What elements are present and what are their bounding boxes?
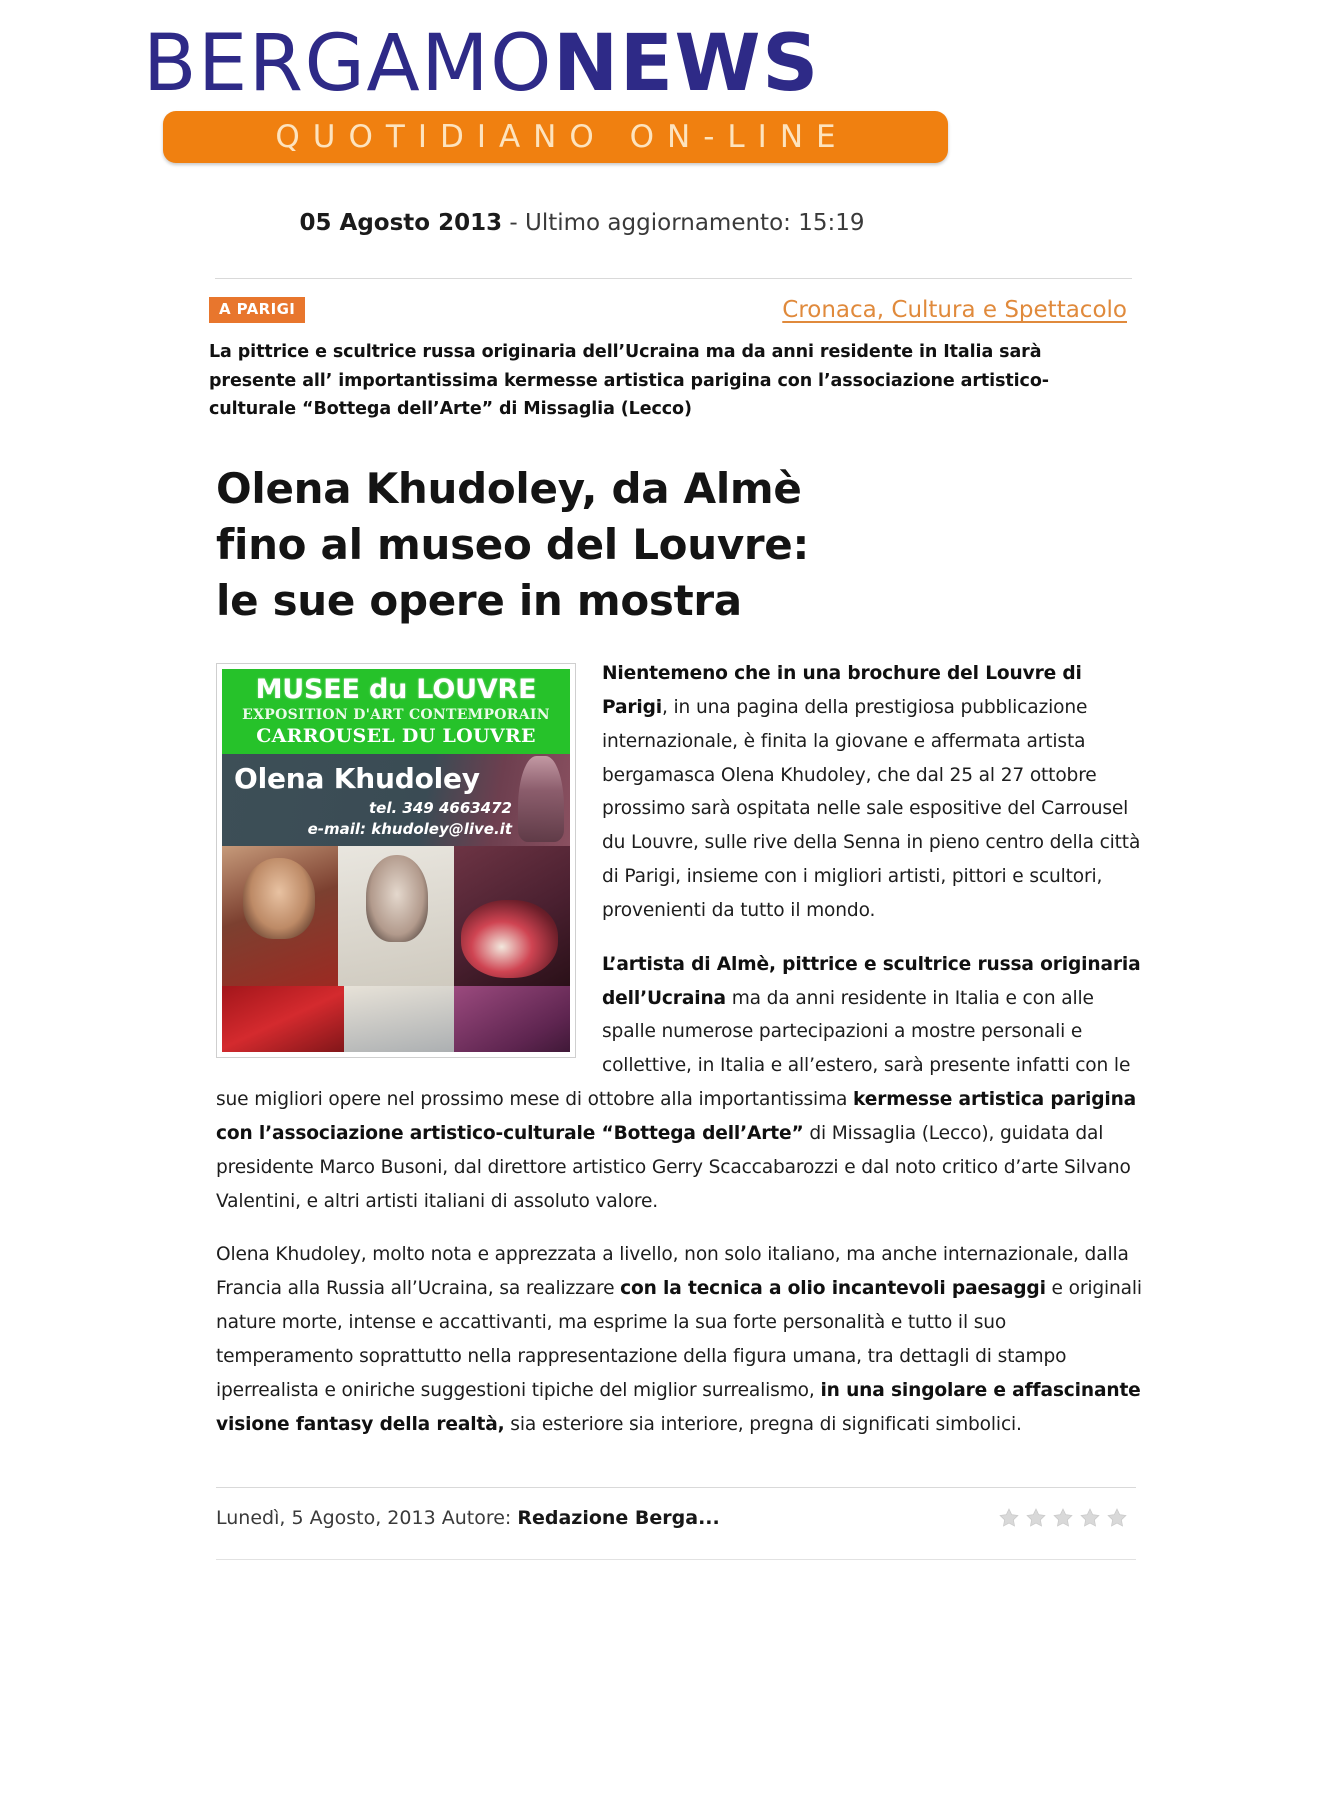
paragraph-3-bold-b: in una singolare e affascinante visione fantasy della realtà,: [216, 1379, 1141, 1435]
poster-subtitle-carrousel: CARROUSEL DU LOUVRE: [256, 725, 536, 748]
site-logo[interactable]: [143, 19, 1336, 109]
paragraph-3-text-a: Olena Khudoley, molto nota e apprezzata a livello, non solo italiano, ma anche internazionale, dalla Francia alla Russia all’Ucraina, sa realizzare: [216, 1244, 1129, 1300]
divider-top: [215, 278, 1132, 279]
headline-line-2: fino al museo del Louvre:: [216, 520, 809, 570]
paragraph-2-text-a: ma da anni residente in Italia e con alle spalle numerose partecipazioni a mostre personali e collettive, in Italia e all’estero, sarà presente infatti con le sue migliori opere nel prossimo mese di ottobre alla importantissima: [216, 987, 1131, 1111]
star-icon[interactable]: [1106, 1507, 1128, 1529]
paragraph-3-text-c: sia esteriore sia interiore, pregna di significati simbolici.: [504, 1413, 1022, 1435]
poster-photo-red-artwork: [222, 986, 344, 1052]
site-masthead: [0, 0, 1336, 163]
poster-photo-painting-portrait: [338, 846, 454, 986]
article-footer: [216, 1507, 1136, 1529]
logo-tagline-bar: [163, 111, 948, 163]
article-paragraph-3: [216, 1238, 1146, 1441]
paragraph-2-text-b: di Missaglia (Lecco), guidata dal presidente Marco Busoni, dal direttore artistico Gerry Scaccabarozzi e dal noto critico d’arte Silvano Valentini, e altri artisti italiani di assoluto valore.: [216, 1122, 1131, 1212]
rating-stars[interactable]: [998, 1507, 1136, 1529]
poster-photo-figure: [454, 986, 570, 1052]
poster-artist-band: [222, 754, 570, 846]
star-icon[interactable]: [1025, 1507, 1047, 1529]
dateline-date: 05 Agosto 2013: [299, 210, 503, 237]
decorative-carafe-icon: [518, 756, 564, 842]
article-content: [198, 278, 1142, 1560]
article-body: [216, 657, 1146, 1441]
logo-tagline-text: QUOTIDIANO ON-LINE: [275, 119, 849, 156]
paragraph-2-bold-a: L’artista di Almè, pittrice e scultrice russa originaria dell’Ucraina: [602, 953, 1141, 1009]
section-category-link[interactable]: Cronaca, Cultura e Spettacolo: [782, 297, 1127, 324]
paragraph-1-text: , in una pagina della prestigiosa pubblicazione internazionale, è finita la giovane e affermata artista bergamasca Olena Khudoley, che dal 25 al 27 ottobre prossimo sarà ospitata nelle sale espositive del Carrousel du Louvre, sulle rive della Senna in pieno centro della città di Parigi, insieme con i migliori artisti, pittori e scultori, provenienti da tutto il mondo.: [602, 697, 1141, 921]
paragraph-3-text-b: e originali nature morte, intense e accattivanti, ma esprime la sua forte personalità e tutto il suo temperamento soprattutto nella rappresentazione della figura umana, tra dettagli di stampo iperrealista e oniriche suggestioni tipiche del miglior surrealismo,: [216, 1278, 1142, 1401]
poster-photo-row-top: [222, 846, 570, 986]
star-icon[interactable]: [998, 1507, 1020, 1529]
exhibition-poster-image[interactable]: [216, 663, 576, 1058]
paragraph-2-bold-b: kermesse artistica parigina con l’associazione artistico-culturale “Bottega dell’Arte”: [216, 1089, 1137, 1144]
poster-photo-row-bottom: [222, 986, 570, 1052]
poster-subtitle-exposition: EXPOSITION D'ART CONTEMPORAIN: [242, 707, 550, 724]
headline-line-3: le sue opere in mostra: [216, 576, 742, 626]
dateline-last-update: Ultimo aggiornamento: 15:19: [525, 210, 865, 237]
article-headline: [216, 461, 1138, 629]
poster-inner: [222, 669, 570, 1052]
dateline: [0, 210, 1336, 236]
poster-photo-artist-portrait: [222, 846, 338, 986]
divider-footer: [216, 1487, 1136, 1488]
poster-photo-still-life: [454, 846, 570, 986]
article-byline: [216, 1507, 720, 1529]
paragraph-1-lead-bold: Nientemeno che in una brochure del Louvre di Parigi: [602, 663, 1082, 718]
star-icon[interactable]: [1079, 1507, 1101, 1529]
byline-author-name[interactable]: Redazione Berga...: [517, 1507, 720, 1530]
article-meta-row: [209, 297, 1127, 323]
poster-artist-phone: tel. 349 4663472: [369, 799, 512, 818]
poster-artist-email: e-mail: khudoley@live.it: [307, 820, 512, 839]
paragraph-3-bold-a: con la tecnica a olio incantevoli paesaggi: [620, 1278, 1046, 1300]
headline-line-1: Olena Khudoley, da Almè: [216, 464, 802, 514]
divider-bottom: [216, 1559, 1136, 1560]
article-standfirst: La pittrice e scultrice russa originaria dell’Ucraina ma da anni residente in Italia sarà presente all’ importantissima kermesse artistica parigina con l’associazione artistico-culturale “Bottega dell’Arte” di Missaglia (Lecco): [209, 342, 1049, 420]
dateline-separator: -: [502, 210, 526, 237]
logo-text-news: NEWS: [552, 19, 820, 109]
logo-text-bergamo: BERGAMO: [143, 19, 553, 109]
poster-photo-sculpture: [344, 986, 454, 1052]
poster-header-band: [222, 669, 570, 754]
star-icon[interactable]: [1052, 1507, 1074, 1529]
byline-date-label: Lunedì, 5 Agosto, 2013 Autore:: [216, 1507, 518, 1530]
poster-artist-name: Olena Khudoley: [234, 762, 480, 796]
kicker-badge[interactable]: A PARIGI: [209, 297, 305, 323]
poster-title: MUSEE du LOUVRE: [255, 674, 537, 706]
